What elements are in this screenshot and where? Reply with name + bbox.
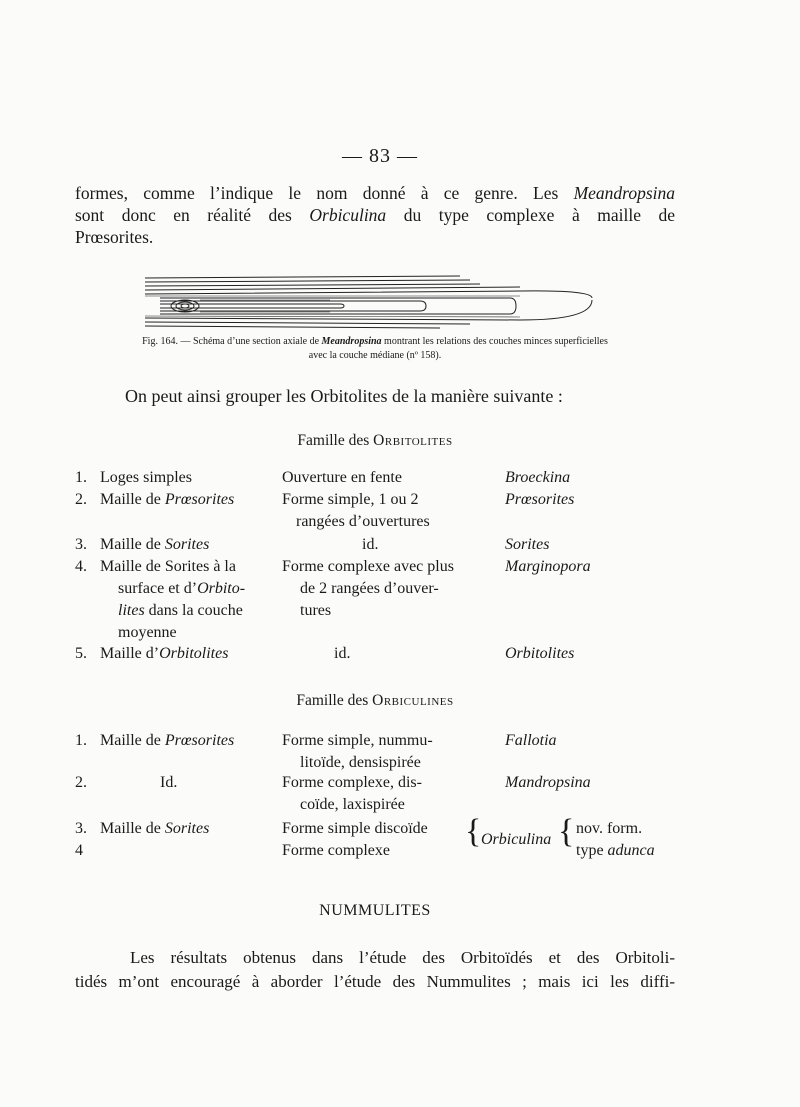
text: rangées d’ouvertures — [296, 513, 430, 530]
genus-cell: Prœsorites — [505, 491, 575, 508]
form-cell — [282, 489, 502, 533]
text: Maille de — [100, 536, 161, 553]
right-brace: { — [558, 813, 575, 850]
form-cell — [282, 772, 502, 816]
row-number: 4. — [75, 558, 87, 575]
genus-name: Sorites — [164, 536, 210, 553]
form-cell — [282, 730, 502, 774]
form-cell: Forme simple discoïde — [282, 820, 428, 837]
row-number: 2. — [75, 491, 87, 508]
text: coïde, laxispirée — [300, 796, 405, 813]
opening-paragraph — [75, 182, 675, 248]
genus-name: Prœsorites — [164, 491, 235, 508]
structure-cell — [100, 556, 275, 644]
family-name: Orbitolites — [373, 432, 453, 449]
paragraph-line — [75, 204, 675, 226]
family-name: Orbiculines — [372, 692, 454, 709]
section-heading: NUMMULITES — [319, 902, 431, 919]
text: de 2 rangées d’ouver- — [300, 580, 439, 597]
genus-name: Meandropsina — [573, 183, 675, 203]
text: Maille de — [100, 491, 161, 508]
form-cell: id. — [362, 536, 379, 553]
text: Famille des — [296, 692, 369, 709]
form-cell: Ouverture en fente — [282, 469, 402, 486]
left-brace: { — [465, 813, 482, 850]
structure-cell: Id. — [160, 774, 178, 791]
structure-cell — [100, 643, 275, 665]
genus-cell: Marginopora — [505, 558, 591, 575]
structure-cell — [100, 818, 275, 840]
paragraph-line: Prœsorites. — [75, 227, 154, 247]
structure-cell — [100, 730, 275, 752]
family-title-orbiculines — [0, 692, 750, 710]
text: moyenne — [118, 624, 177, 641]
genus-cell: Sorites — [505, 536, 550, 553]
caption-line: avec la couche médiane (nº 158). — [308, 350, 442, 361]
genus-name: Orbiculina — [309, 205, 387, 225]
genus-name: adunca — [607, 842, 655, 859]
genus-name: Prœsorites — [164, 732, 235, 749]
row-number: 3. — [75, 820, 87, 837]
genus-name: lites — [118, 602, 145, 619]
text: Maille de Sorites à la — [100, 558, 236, 575]
genus-name: Orbitolites — [159, 645, 229, 662]
paragraph-line: Les résultats obtenus dans l’étude des Orbitoïdés et des Orbitoli- — [130, 948, 675, 967]
text: du type complexe à maille de — [403, 205, 675, 225]
page-number: — 83 — — [342, 145, 418, 167]
row-number: 3. — [75, 536, 87, 553]
text: dans la couche — [148, 602, 243, 619]
row-number: 1. — [75, 469, 87, 486]
row-number: 1. — [75, 732, 87, 749]
genus-cell: Orbitolites — [505, 645, 575, 662]
text: sont donc en réalité des — [75, 205, 292, 225]
genus-name: Sorites — [164, 820, 210, 837]
genus-cell: Broeckina — [505, 469, 571, 486]
text: Maille de — [100, 732, 161, 749]
row-number: 2. — [75, 774, 87, 791]
text: tures — [300, 602, 332, 619]
text: type — [576, 842, 604, 859]
text: montrant les relations des couches minces superficielles — [384, 336, 608, 347]
text: surface et d’ — [118, 580, 198, 597]
row-number: 4 — [75, 842, 83, 859]
variant-cell: nov. form. — [576, 820, 643, 837]
figure-section-diagram — [140, 270, 600, 330]
form-cell: id. — [334, 645, 351, 662]
genus-name: Orbito- — [197, 580, 246, 597]
text: Forme simple, 1 ou 2 — [282, 491, 419, 508]
genus-name: Meandropsina — [321, 336, 382, 347]
paragraph-line: tidés m’ont encouragé à aborder l’étude des Nummulites ; mais ici les diffi- — [75, 972, 675, 991]
paragraph-line — [75, 182, 675, 204]
intro-sentence: On peut ainsi grouper les Orbitolites de la manière suivante : — [125, 386, 563, 406]
text: Maille d’ — [100, 645, 160, 662]
form-cell: Forme complexe — [282, 842, 390, 859]
structure-cell: Loges simples — [100, 469, 192, 486]
text: Maille de — [100, 820, 161, 837]
genus-cell: Fallotia — [505, 732, 557, 749]
text: formes, comme l’indique le nom donné à ce genre. Les — [75, 183, 559, 203]
variant-cell — [576, 840, 655, 862]
family-title-orbitolites — [0, 432, 750, 450]
genus-cell: Mandropsina — [505, 774, 591, 791]
text: Famille des — [297, 432, 370, 449]
genus-cell: Orbiculina — [481, 831, 552, 848]
structure-cell — [100, 534, 275, 556]
text: Forme simple, nummu- — [282, 732, 433, 749]
text: Forme complexe avec plus — [282, 558, 454, 575]
figure-caption — [75, 335, 675, 363]
closing-paragraph — [75, 946, 675, 994]
text: Fig. 164. — Schéma d’une section axiale de — [142, 336, 320, 347]
form-cell — [282, 556, 502, 622]
caption-line — [75, 335, 675, 349]
text: litoïde, densispirée — [300, 754, 421, 771]
text: Forme complexe, dis- — [282, 774, 422, 791]
structure-cell — [100, 489, 275, 511]
row-number: 5. — [75, 645, 87, 662]
